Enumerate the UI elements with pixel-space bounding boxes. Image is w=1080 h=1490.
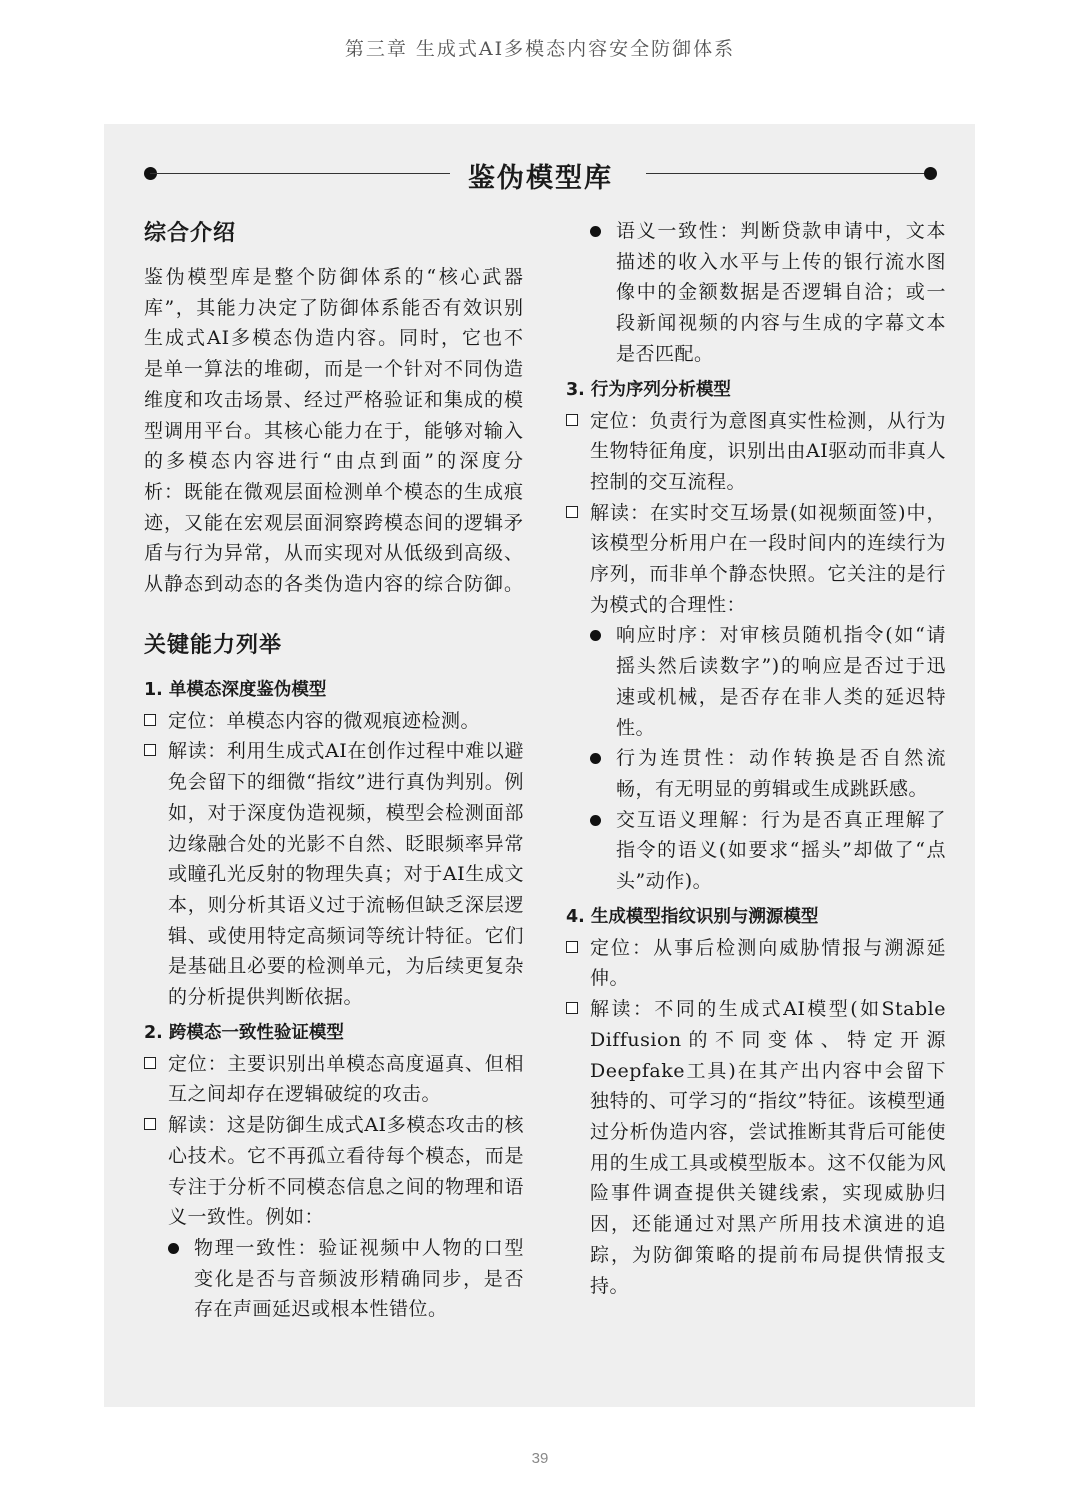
box-title: 鉴伪模型库	[468, 163, 613, 194]
title-right-rule	[646, 173, 931, 174]
checkbox-icon	[566, 941, 578, 953]
checkbox-icon	[144, 1057, 156, 1069]
right-column	[566, 216, 946, 1301]
checkbox-icon	[144, 1118, 156, 1130]
capabilities-heading: 关键能力列举	[144, 631, 283, 658]
model-4-positioning	[566, 933, 946, 994]
model-3-bullet-coherence-text: 行为连贯性：动作转换是否自然流畅，有无明显的剪辑或生成跳跃感。	[616, 747, 946, 800]
model-3-title: 3. 行为序列分析模型	[566, 379, 731, 400]
checkbox-icon	[144, 744, 156, 756]
model-3-bullet-timing-text: 响应时序：对审核员随机指令(如“请摇头然后读数字”)的响应是否过于迅速或机械，是否存在非人类的延迟特性。	[616, 624, 946, 739]
model-3-interpretation-text: 解读：在实时交互场景(如视频面签)中，该模型分析用户在一段时间内的连续行为序列，而非单个静态快照。它关注的是行为模式的合理性：	[590, 501, 946, 616]
bullet-dot-icon	[168, 1243, 179, 1254]
bullet-dot-icon	[590, 226, 601, 237]
checkbox-icon	[566, 506, 578, 518]
model-3-positioning-text: 定位：负责行为意图真实性检测，从行为生物特征角度，识别出由AI驱动而非真人控制的交互流程。	[590, 409, 946, 493]
model-2-bullet-physical	[144, 1233, 524, 1325]
intro-paragraph: 鉴伪模型库是整个防御体系的“核心武器库”，其能力决定了防御体系能否有效识别生成式AI多模态伪造内容。同时，它也不是单一算法的堆砌，而是一个针对不同伪造维度和攻击场景、经过严格验证和集成的模型调用平台。其核心能力在于，能够对输入的多模态内容进行“由点到面”的深度分析：既能在微观层面检测单个模态的生成痕迹，又能在宏观层面洞察跨模态间的逻辑矛盾与行为异常，从而实现对从低级到高级、从静态到动态的各类伪造内容的综合防御。	[144, 266, 525, 596]
checkbox-icon	[144, 714, 156, 726]
model-3-bullet-coherence	[566, 743, 946, 804]
model-2-bullet-semantic-text: 语义一致性：判断贷款申请中，文本描述的收入水平与上传的银行流水图像中的金额数据是否逻辑自洽；或一段新闻视频的内容与生成的字幕文本是否匹配。	[616, 220, 946, 365]
model-1-title: 1. 单模态深度鉴伪模型	[144, 679, 327, 700]
model-1-positioning	[144, 706, 524, 737]
running-header: 第三章 生成式AI多模态内容安全防御体系	[344, 38, 736, 60]
model-1-interpretation-text: 解读：利用生成式AI在创作过程中难以避免会留下的细微“指纹”进行真伪判别。例如，对于深度伪造视频，模型会检测面部边缘融合处的光影不自然、眨眼频率异常或瞳孔光反射的物理失真；对于AI生成文本，则分析其语义过于流畅但缺乏深层逻辑、或使用特定高频词等统计特征。它们是基础且必要的检测单元，为后续更复杂的分析提供判断依据。	[168, 740, 524, 1009]
model-2-interpretation	[144, 1110, 524, 1233]
model-4-interpretation-text: 解读：不同的生成式AI模型(如Stable Diffusion的不同变体、特定开源Deepfake工具)在其产出内容中会留下独特的、可学习的“指纹”特征。该模型通过分析伪造内容，尝试推断其背后可能使用的生成工具或模型版本。这不仅能为风险事件调查提供关键线索，实现威胁归因，还能通过对黑产所用技术演进的追踪，为防御策略的提前布局提供情报支持。	[590, 998, 946, 1297]
model-1-positioning-text: 定位：单模态内容的微观痕迹检测。	[168, 709, 481, 732]
intro-heading: 综合介绍	[144, 220, 237, 246]
model-2-positioning-text: 定位：主要识别出单模态高度逼真、但相互之间却存在逻辑破绽的攻击。	[168, 1052, 524, 1106]
content-box	[104, 124, 975, 1407]
model-3-bullet-interaction	[566, 805, 946, 897]
bullet-dot-icon	[590, 753, 601, 764]
model-2-interpretation-text: 解读：这是防御生成式AI多模态攻击的核心技术。它不再孤立看待每个模态，而是专注于分析不同模态信息之间的物理和语义一致性。例如：	[168, 1114, 524, 1229]
model-4-positioning-text: 定位：从事后检测向威胁情报与溯源延伸。	[590, 936, 946, 990]
model-3-positioning	[566, 406, 946, 498]
model-4-interpretation	[566, 994, 946, 1301]
checkbox-icon	[566, 1002, 578, 1014]
model-3-interpretation	[566, 498, 946, 621]
model-3-bullet-timing	[566, 620, 946, 743]
bullet-dot-icon	[590, 815, 601, 826]
model-3-bullet-interaction-text: 交互语义理解：行为是否真正理解了指令的语义(如要求“摇头”却做了“点头”动作)。	[616, 808, 946, 893]
model-2-bullet-physical-text: 物理一致性：验证视频中人物的口型变化是否与音频波形精确同步，是否存在声画延迟或根本性错位。	[194, 1236, 524, 1321]
checkbox-icon	[566, 414, 578, 426]
box-title-row	[144, 158, 937, 194]
model-4-title: 4. 生成模型指纹识别与溯源模型	[566, 906, 819, 927]
title-right-dot	[924, 167, 937, 180]
left-column	[144, 216, 524, 1325]
model-2-title: 2. 跨模态一致性验证模型	[144, 1022, 344, 1043]
model-1-interpretation	[144, 736, 524, 1012]
bullet-dot-icon	[590, 630, 601, 641]
model-2-bullet-semantic	[566, 216, 946, 370]
page-number: 39	[531, 1450, 549, 1467]
model-2-positioning	[144, 1049, 524, 1110]
